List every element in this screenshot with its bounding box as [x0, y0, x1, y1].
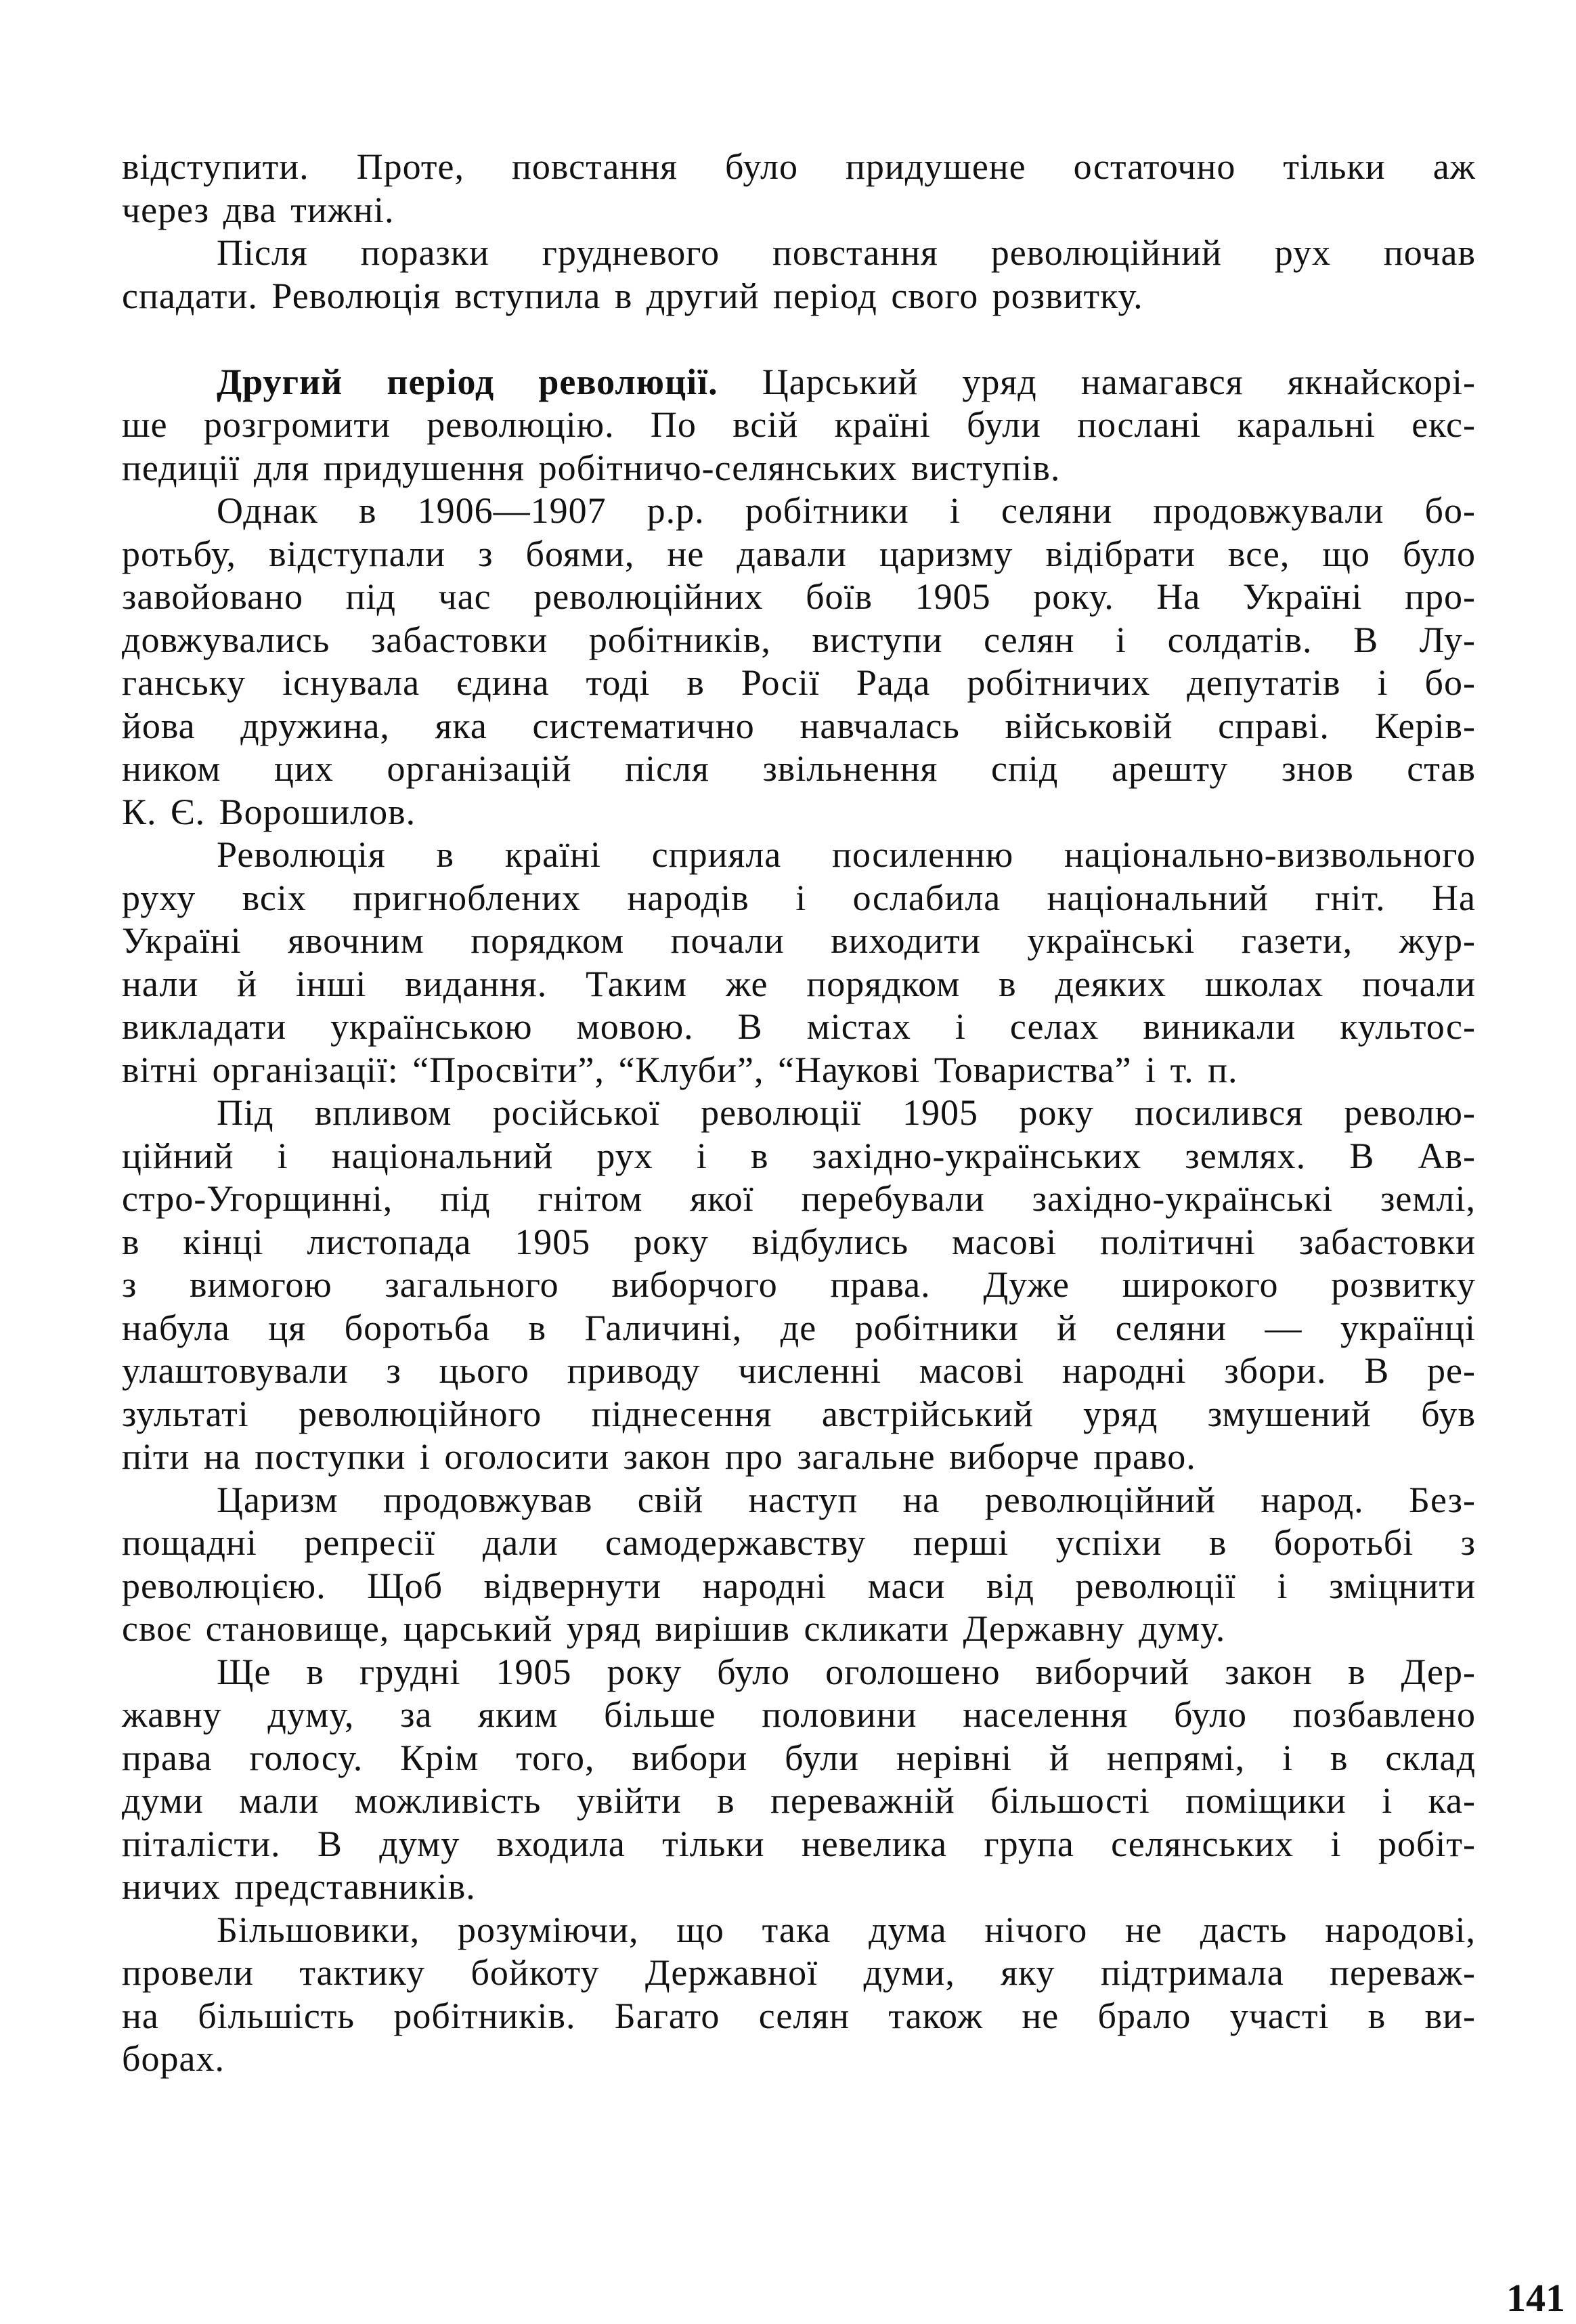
text-line-content: стро-Угорщинні, під гнітом якої перебували західно-українські землі, [122, 1178, 1476, 1219]
text-line [122, 1909, 1476, 1952]
text-line [122, 490, 1476, 533]
text-line [122, 1049, 1476, 1092]
text-line [122, 1178, 1476, 1221]
text-line [122, 1565, 1476, 1608]
text-line [122, 1694, 1476, 1737]
text-line-content: ротьбу, відступали з боями, не давали царизму відібрати все, що було [122, 533, 1476, 574]
text-line [122, 1221, 1476, 1264]
text-line-content: права голосу. Крім того, вибори були нерівні й непрямі, і в склад [122, 1737, 1476, 1778]
text-line-content: ційний і національний рух і в західно-українських землях. В Ав- [122, 1135, 1476, 1176]
text-line [122, 1737, 1476, 1780]
text-line-content: Після поразки грудневого повстання революційний рух почав [217, 232, 1476, 273]
text-line-content: провели тактику бойкоту Державної думи, яку підтримала переваж- [122, 1952, 1476, 1993]
text-line [122, 963, 1476, 1006]
text-line [122, 275, 1476, 318]
paragraph [122, 361, 1476, 490]
text-line [122, 748, 1476, 791]
text-line [122, 576, 1476, 619]
paragraph [122, 146, 1476, 232]
text-line-content: зультаті революційного піднесення австрійський уряд змушений був [122, 1393, 1476, 1434]
paragraph [122, 490, 1476, 834]
text-line-content: ничих представників. [122, 1866, 476, 1907]
section-heading: Другий період революції. [217, 361, 718, 402]
text-line-content: жавну думу, за яким більше половини населення було позбавлено [122, 1694, 1476, 1735]
text-line-content: набула ця боротьба в Галичині, де робітники й селяни — українці [122, 1307, 1476, 1348]
text-line [122, 1823, 1476, 1866]
paragraph [122, 1479, 1476, 1651]
text-line [122, 533, 1476, 576]
text-line [122, 619, 1476, 662]
text-line-content: Більшовики, розуміючи, що така дума нічого не дасть народові, [217, 1909, 1476, 1950]
text-line [122, 1092, 1476, 1135]
text-line [122, 1393, 1476, 1436]
text-line [122, 1995, 1476, 2038]
text-line-content: улаштовували з цього приводу численні масові народні збори. В ре- [122, 1350, 1476, 1391]
paragraph [122, 834, 1476, 1092]
text-line-content: ше розгромити революцію. По всій країні були послані каральні екс- [122, 404, 1476, 445]
text-line [122, 1436, 1476, 1479]
paragraph [122, 232, 1476, 318]
text-line-content: думи мали можливість увійти в переважній більшості поміщики і ка- [122, 1780, 1476, 1821]
text-line [122, 1651, 1476, 1694]
paragraph [122, 1909, 1476, 2081]
text-line [122, 1264, 1476, 1307]
text-line [122, 1608, 1476, 1651]
text-line [122, 662, 1476, 705]
text-line-content: йова дружина, яка систематично навчалась військовій справі. Керів- [122, 705, 1476, 746]
text-line-content: піталісти. В думу входила тільки невелика група селянських і робіт- [122, 1823, 1476, 1864]
text-line [122, 705, 1476, 748]
text-line-content: Ще в грудні 1905 року було оголошено виборчий закон в Дер- [217, 1651, 1476, 1692]
text-line-content: завойовано під час революційних боїв 1905 року. На Україні про- [122, 576, 1476, 617]
text-line-content: Царизм продовжував свій наступ на революційний народ. Без- [217, 1479, 1476, 1520]
text-line-content: на більшість робітників. Багато селян також не брало участі в ви- [122, 1995, 1476, 2036]
text-line-content: спадати. Революція вступила в другий період свого розвитку. [122, 275, 1143, 316]
text-line-content: через два тижні. [122, 189, 395, 230]
page-body-text [122, 146, 1476, 2081]
text-line [122, 404, 1476, 447]
text-line-content: викладати українською мовою. В містах і селах виникали культос- [122, 1006, 1476, 1047]
text-line-content: в кінці листопада 1905 року відбулись масові політичні забастовки [122, 1221, 1476, 1262]
text-line-content: борах. [122, 2038, 225, 2079]
page-number: 141 [1506, 2276, 1565, 2320]
text-line [122, 146, 1476, 189]
text-line [122, 189, 1476, 232]
text-line [122, 1307, 1476, 1350]
text-line [122, 232, 1476, 275]
text-line [122, 920, 1476, 963]
text-line [122, 447, 1476, 490]
text-line-content: пощадні репресії дали самодержавству перші успіхи в боротьбі з [122, 1522, 1476, 1563]
text-line-content: своє становище, царський уряд вирішив скликати Державну думу. [122, 1608, 1226, 1649]
text-line-content: вітні організації: “Просвіти”, “Клуби”, “Наукові Товариства” і т. п. [122, 1049, 1238, 1090]
text-line [122, 877, 1476, 920]
text-line [122, 834, 1476, 877]
text-line-content: педиції для придушення робітничо-селянських виступів. [122, 447, 1061, 488]
text-line-content: революцією. Щоб відвернути народні маси від революції і зміцнити [122, 1565, 1476, 1606]
text-line-content: Царський уряд намагався якнайскорі- [718, 361, 1476, 402]
text-line-content: ником цих організацій після звільнення спід арешту знов став [122, 748, 1476, 789]
text-line [122, 791, 1476, 834]
text-line-content: Україні явочним порядком почали виходити українські газети, жур- [122, 920, 1476, 961]
section-gap [122, 318, 1476, 361]
text-line-content: відступити. Проте, повстання було придушене остаточно тільки аж [122, 146, 1476, 187]
text-line-content: з вимогою загального виборчого права. Дуже широкого розвитку [122, 1264, 1476, 1305]
text-line-content: Однак в 1906—1907 р.р. робітники і селяни продовжували бо- [217, 490, 1476, 531]
text-line-content: довжувались забастовки робітників, виступи селян і солдатів. В Лу- [122, 619, 1476, 660]
text-line-content: К. Є. Ворошилов. [122, 791, 416, 832]
paragraph [122, 1651, 1476, 1909]
text-line [122, 1006, 1476, 1049]
text-line [122, 1866, 1476, 1909]
text-line [122, 2038, 1476, 2081]
paragraph [122, 1092, 1476, 1479]
book-page [122, 146, 1565, 2320]
text-line [122, 361, 1476, 404]
text-line-content: нали й інші видання. Таким же порядком в деяких школах почали [122, 963, 1476, 1004]
text-line [122, 1780, 1476, 1823]
text-line-content: ганську існувала єдина тоді в Росії Рада робітничих депутатів і бо- [122, 662, 1476, 703]
text-line [122, 1479, 1476, 1522]
text-line [122, 1350, 1476, 1393]
text-line-content: Революція в країні сприяла посиленню національно-визвольного [217, 834, 1476, 875]
text-line [122, 1135, 1476, 1178]
text-line-content: руху всіх пригноблених народів і ослабила національний гніт. На [122, 877, 1476, 918]
text-line-content: Під впливом російської революції 1905 року посилився револю- [217, 1092, 1476, 1133]
text-line [122, 1952, 1476, 1995]
text-line-content: піти на поступки і оголосити закон про загальне виборче право. [122, 1436, 1196, 1477]
text-line [122, 1522, 1476, 1565]
